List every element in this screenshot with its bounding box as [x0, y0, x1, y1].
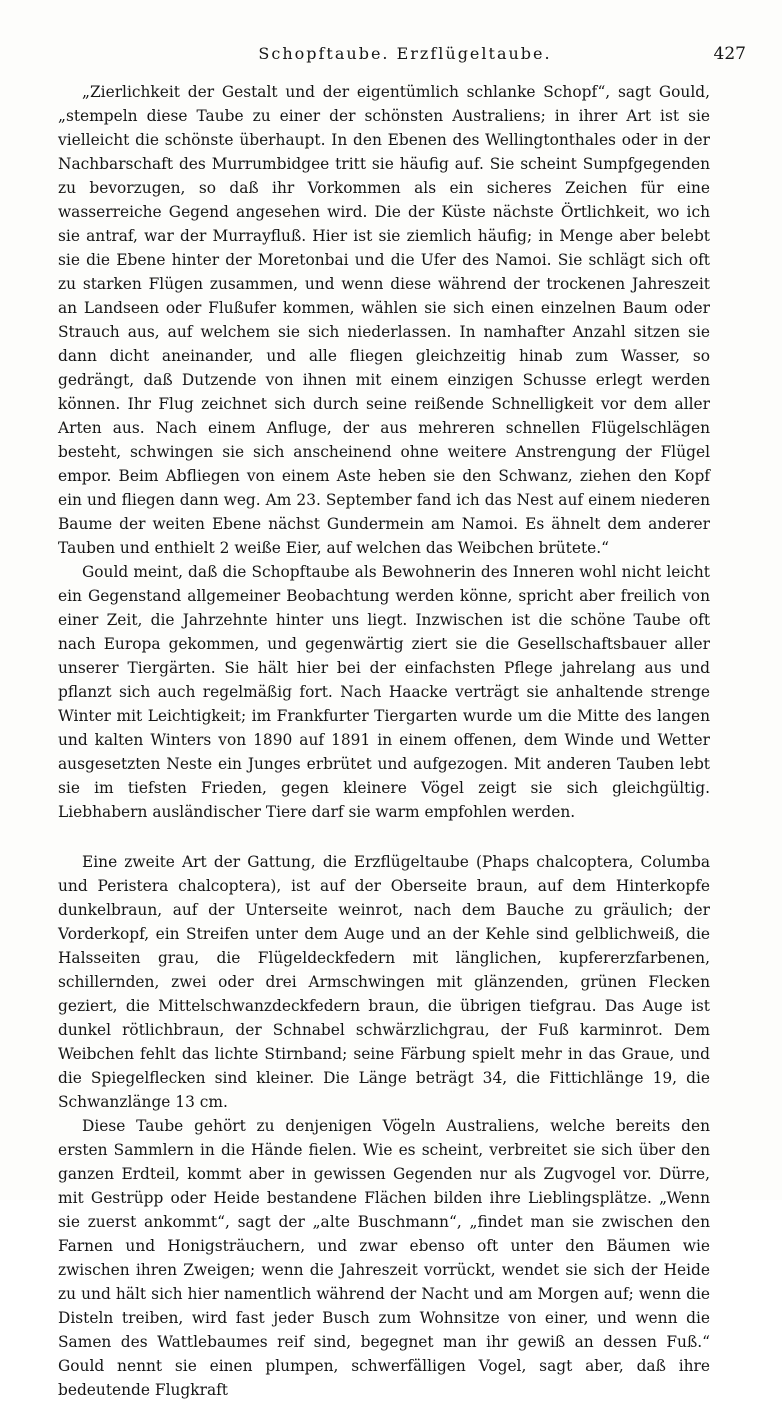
- running-head: [60, 42, 750, 66]
- paragraph-gould-quote: „Zierlichkeit der Gestalt und der eigentümlich schlanke Schopf“, sagt Gould, „stempeln diese Taube zu einer der schönsten Australiens; in ihrer Art ist sie vielleicht die schönste überhaupt. In den Ebenen des Wellingtonthales oder in der Nachbarschaft des Murrumbidgee tritt sie häufig auf. Sie scheint Sumpfgegenden zu bevorzugen, so daß ihr Vorkommen als ein sicheres Zeichen für eine wasserreiche Gegend angesehen wird. Die der Küste nächste Örtlichkeit, wo ich sie antraf, war der Murrayfluß. Hier ist sie ziemlich häufig; in Menge aber belebt sie die Ebene hinter der Moretonbai und die Ufer des Namoi. Sie schlägt sich oft zu starken Flügen zusammen, und wenn diese während der trockenen Jahreszeit an Landseen oder Flußufer kommen, wählen sie sich einen einzelnen Baum oder Strauch aus, auf welchem sie sich niederlassen. In namhafter Anzahl sitzen sie dann dicht aneinander, und alle fliegen gleichzeitig hinab zum Wasser, so gedrängt, daß Dutzende von ihnen mit einem einzigen Schusse erlegt werden können. Ihr Flug zeichnet sich durch seine reißende Schnelligkeit vor dem aller Arten aus. Nach einem Anfluge, der aus mehreren schnellen Flügelschlägen besteht, schwingen sie sich anscheinend ohne weitere Anstrengung der Flügel empor. Beim Abfliegen von einem Aste heben sie den Schwanz, ziehen den Kopf ein und fliegen dann weg. Am 23. September fand ich das Nest auf einem niederen Baume der weiten Ebene nächst Gundermein am Namoi. Es ähnelt dem anderer Tauben und enthielt 2 weiße Eier, auf welchen das Weibchen brütete.“: [58, 83, 710, 557]
- body-text: [58, 80, 710, 1402]
- running-title: Schopftaube. Erzflügeltaube.: [258, 44, 552, 63]
- section-gap: [58, 824, 710, 850]
- paragraph-verbreitung: Diese Taube gehört zu denjenigen Vögeln Australiens, welche bereits den ersten Sammlern in die Hände fielen. Wie es scheint, verbreitet sie sich über den ganzen Erdteil, kommt aber in gewissen Gegenden nur als Zugvogel vor. Dürre, mit Gestrüpp oder Heide bestandene Flächen bilden ihre Lieblingsplätze. „Wenn sie zuerst ankommt“, sagt der „alte Buschmann“, „findet man sie zwischen den Farnen und Honigsträuchern, und zwar ebenso oft unter den Bäumen wie zwischen ihren Zweigen; wenn die Jahreszeit vorrückt, wendet sie sich der Heide zu und hält sich hier namentlich während der Nacht und am Morgen auf; wenn die Disteln treiben, wird fast jeder Busch zum Wohnsitze von einer, und wenn die Samen des Wattlebaumes reif sind, begegnet man ihr gewiß an dessen Fuß.“ Gould nennt sie einen plumpen, schwerfälligen Vogel, sagt aber, daß ihre bedeutende Flugkraft: [58, 1117, 710, 1399]
- page-number: 427: [713, 44, 746, 64]
- paragraph-gould-meint: Gould meint, daß die Schopftaube als Bewohnerin des Inneren wohl nicht leicht ein Gegenstand allgemeiner Beobachtung werden könne, spricht aber freilich von einer Zeit, die Jahrzehnte hinter uns liegt. Inzwischen ist die schöne Taube oft nach Europa gekommen, und gegenwärtig ziert sie die Gesellschaftsbauer aller unserer Tiergärten. Sie hält hier bei der einfachsten Pflege jahrelang aus und pflanzt sich auch regelmäßig fort. Nach Haacke verträgt sie anhaltende strenge Winter mit Leichtigkeit; im Frankfurter Tiergarten wurde um die Mitte des langen und kalten Winters von 1890 auf 1891 in einem offenen, dem Winde und Wetter ausgesetzten Neste ein Junges erbrütet und aufgezogen. Mit anderen Tauben lebt sie im tiefsten Frieden, gegen kleinere Vögel zeigt sie sich gleichgültig. Liebhabern ausländischer Tiere darf sie warm empfohlen werden.: [58, 563, 710, 821]
- paragraph-erzfluegeltaube: Eine zweite Art der Gattung, die Erzflügeltaube (Phaps chalcoptera, Columba und Peristera chalcoptera), ist auf der Oberseite braun, auf dem Hinterkopfe dunkelbraun, auf der Unterseite weinrot, nach dem Bauche zu gräulich; der Vorderkopf, ein Streifen unter dem Auge und an der Kehle sind gelblichweiß, die Halsseiten grau, die Flügeldeckfedern mit länglichen, kupfererzfarbenen, schillernden, zwei oder drei Armschwingen mit glänzenden, grünen Flecken geziert, die Mittelschwanzdeckfedern braun, die übrigen tiefgrau. Das Auge ist dunkel rötlichbraun, der Schnabel schwärzlichgrau, der Fuß karminrot. Dem Weibchen fehlt das lichte Stirnband; seine Färbung spielt mehr in das Graue, und die Spiegelflecken sind kleiner. Die Länge beträgt 34, die Fittichlänge 19, die Schwanzlänge 13 cm.: [58, 853, 710, 1111]
